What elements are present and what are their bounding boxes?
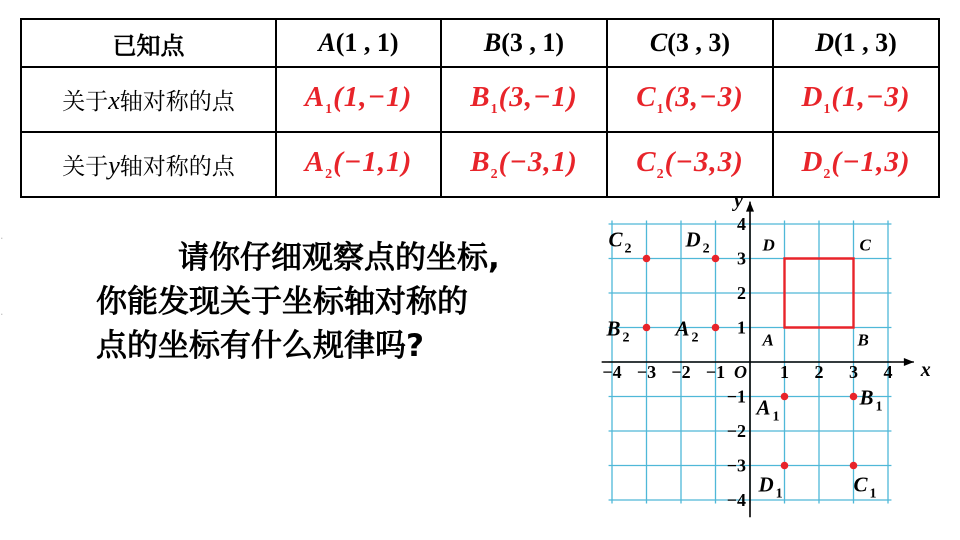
point-coords: (−3,3): [664, 146, 744, 179]
point-letter: A: [304, 146, 326, 179]
point-subscript: 1: [490, 101, 499, 117]
header-cell: [441, 19, 607, 67]
point-label-subscript: 2: [691, 330, 699, 346]
row-label: [21, 132, 276, 197]
point-label: A $_2$: [675, 316, 699, 346]
point-letter: C: [636, 81, 657, 114]
coordinate-table: [20, 18, 940, 198]
point-coords: (−3,1): [498, 146, 578, 179]
row-label-pre: 关于: [62, 154, 109, 180]
point-label: B $_1$: [859, 385, 883, 415]
header-coords: (1 , 1): [335, 28, 399, 57]
table-header-row: [21, 19, 939, 67]
point-label: C $_2$: [608, 227, 632, 257]
header-coords: (3 , 1): [501, 28, 565, 57]
point-marker: [850, 462, 858, 470]
y-tick-label: −2: [726, 421, 746, 441]
square-vertex-label: D: [762, 235, 775, 255]
point-letter: B: [470, 146, 491, 179]
point-label-subscript: 1: [869, 486, 877, 502]
row-label: [21, 67, 276, 132]
header-letter: B: [483, 28, 502, 57]
x-axis-label: x: [920, 359, 931, 381]
question-text: [96, 236, 566, 368]
row-label-post: 轴对称的点: [119, 89, 235, 115]
point-cell: [607, 132, 773, 197]
x-tick-label: −2: [671, 362, 691, 382]
point-subscript: 2: [325, 166, 334, 182]
point-subscript: 1: [656, 101, 665, 117]
point-coords: (3,−1): [498, 81, 578, 114]
table-row-y-symmetric: [21, 132, 939, 197]
point-cell: [607, 67, 773, 132]
point-subscript: 2: [490, 166, 499, 182]
row-label-axis: y: [108, 151, 120, 180]
point-letter: C: [636, 146, 657, 179]
x-tick-label: 4: [883, 362, 893, 382]
header-coords: (1 , 3): [833, 28, 897, 57]
point-label-subscript: 2: [622, 330, 630, 346]
square-vertex-label: C: [859, 235, 871, 255]
square-vertex-label: B: [857, 330, 869, 350]
point-coords: (−1,1): [333, 146, 413, 179]
x-tick-label: 1: [780, 362, 789, 382]
y-tick-label: 3: [737, 248, 746, 269]
point-cell: [276, 67, 441, 132]
point-label-subscript: 1: [772, 409, 780, 425]
row-label-pre: 关于: [62, 89, 109, 115]
point-letter: D: [801, 81, 824, 114]
y-tick-label: 2: [737, 283, 746, 303]
point-coords: (1,−1): [333, 81, 413, 114]
point-marker: [643, 324, 651, 332]
point-coords: (3,−3): [664, 81, 744, 114]
point-cell: [773, 67, 939, 132]
y-tick-label: 4: [737, 214, 746, 234]
x-tick-label: −4: [602, 362, 622, 382]
row-label-axis: x: [108, 86, 120, 115]
y-tick-label: −1: [726, 386, 746, 407]
square-vertex-label: A: [762, 330, 774, 350]
y-tick-label: 1: [737, 317, 746, 338]
point-cell: [773, 132, 939, 197]
point-label: B $_2$: [606, 316, 630, 346]
header-known-points: [21, 19, 276, 67]
table-row-x-symmetric: [21, 67, 939, 132]
point-coords: (1,−3): [831, 81, 911, 114]
y-tick-label: −4: [726, 490, 746, 510]
question-line-1: 请你仔细观察点的坐标,: [178, 240, 500, 276]
y-axis-arrow: [746, 202, 754, 212]
point-label-subscript: 2: [702, 241, 710, 257]
point-cell: [441, 67, 607, 132]
point-label-subscript: 1: [775, 486, 783, 502]
point-subscript: 2: [656, 166, 665, 182]
point-label-subscript: 1: [875, 399, 883, 415]
point-label: D $_2$: [685, 227, 710, 257]
point-subscript: 1: [823, 101, 832, 117]
faint-mark: ·: [0, 232, 4, 245]
question-line-2: 你能发现关于坐标轴对称的: [96, 284, 468, 320]
x-tick-label: −1: [705, 362, 726, 382]
header-letter: A: [318, 28, 336, 57]
point-marker: [850, 393, 858, 401]
row-label-post: 轴对称的点: [119, 154, 235, 180]
point-subscript: 2: [823, 166, 832, 182]
header-cell: [773, 19, 939, 67]
question-line-3: 点的坐标有什么规律吗?: [96, 328, 424, 364]
header-cell: [276, 19, 441, 67]
header-letter: C: [649, 28, 668, 57]
x-tick-label: 2: [814, 362, 824, 382]
point-marker: [712, 255, 720, 263]
point-label-subscript: 2: [624, 241, 632, 257]
coordinate-plane-chart: [598, 195, 943, 530]
point-label: A $_1$: [756, 395, 780, 425]
header-cell: [607, 19, 773, 67]
point-label: D $_1$: [758, 472, 783, 502]
point-marker: [712, 324, 720, 332]
point-marker: [781, 393, 789, 401]
header-label: 已知点: [112, 31, 185, 60]
point-cell: [441, 132, 607, 197]
point-marker: [643, 255, 651, 263]
point-subscript: 1: [325, 101, 334, 117]
faint-mark: ·: [0, 308, 4, 321]
origin-label: O: [734, 362, 747, 382]
point-letter: B: [470, 81, 491, 114]
y-axis-label: y: [734, 195, 743, 212]
point-label: C $_1$: [853, 472, 877, 502]
y-tick-label: −3: [726, 455, 746, 476]
x-tick-label: 3: [849, 362, 858, 382]
header-letter: D: [815, 28, 834, 57]
point-letter: A: [304, 81, 326, 114]
header-coords: (3 , 3): [667, 28, 731, 57]
point-letter: D: [801, 146, 824, 179]
point-marker: [781, 462, 789, 470]
x-tick-label: −3: [636, 362, 657, 382]
point-cell: [276, 132, 441, 197]
x-axis-arrow: [904, 358, 914, 366]
point-coords: (−1,3): [831, 146, 911, 179]
